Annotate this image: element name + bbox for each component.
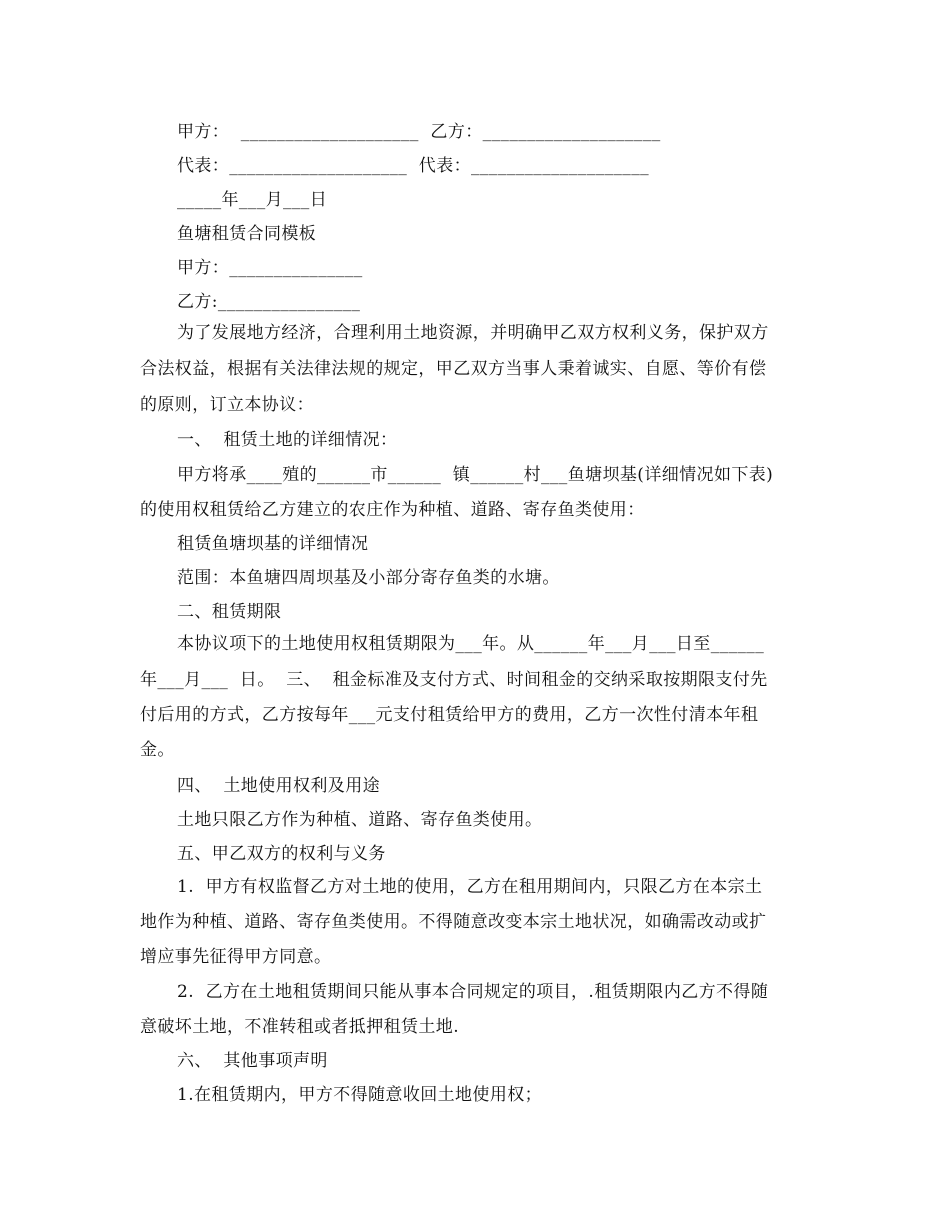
signature-party-line: 甲方： ____________________ 乙方：____________________ [177, 122, 661, 142]
paragraph-line: 金。 [140, 740, 175, 760]
paragraph-line: 租赁鱼塘坝基的详细情况 [177, 534, 369, 554]
paragraph-line: 甲方将承____殖的______市______ 镇______村___鱼塘坝基(详细情况如下表) [177, 465, 774, 485]
party-a-line: 甲方：_______________ [177, 258, 363, 278]
paragraph-line: 1. 甲方有权监督乙方对土地的使用，乙方在租用期间内，只限乙方在本宗土 [177, 877, 763, 897]
document-title: 鱼塘租赁合同模板 [177, 224, 317, 244]
paragraph-line: 增应事先征得甲方同意。 [140, 947, 332, 967]
section-heading: 二、租赁期限 [177, 602, 282, 622]
section-heading: 六、 其他事项声明 [177, 1051, 328, 1071]
paragraph-line: 地作为种植、道路、寄存鱼类使用。不得随意改变本宗土地状况，如确需改动或扩 [140, 912, 767, 932]
section-heading: 四、 土地使用权利及用途 [177, 776, 381, 796]
paragraph-line: 土地只限乙方作为种植、道路、寄存鱼类使用。 [177, 810, 543, 830]
paragraph-line: 年___月___ 日。 三、 租金标准及支付方式、时间租金的交纳采取按期限支付先 [140, 670, 768, 690]
paragraph-line: 的使用权租赁给乙方建立的农庄作为种植、道路、寄存鱼类使用： [140, 500, 645, 520]
party-b-line: 乙方:________________ [177, 292, 361, 312]
paragraph-line: 2. 乙方在土地租赁期间只能从事本合同规定的项目，.租赁期限内乙方不得随 [177, 982, 769, 1002]
paragraph-line: 1.在租赁期内，甲方不得随意收回土地使用权； [177, 1085, 543, 1105]
signature-date-line: _____年___月___日 [177, 190, 328, 210]
signature-representative-line: 代表：____________________ 代表：____________________ [177, 156, 650, 176]
paragraph-line: 本协议项下的土地使用权租赁期限为___年。从______年___月___日至______ [177, 634, 765, 654]
section-heading: 一、 租赁土地的详细情况： [177, 430, 398, 450]
paragraph-line: 付后用的方式，乙方按每年___元支付租赁给甲方的费用，乙方一次性付清本年租 [140, 705, 759, 725]
paragraph-line: 为了发展地方经济，合理利用土地资源，并明确甲乙双方权利义务，保护双方 [177, 323, 769, 343]
paragraph-line: 意破坏土地，不准转租或者抵押租赁土地. [140, 1017, 460, 1037]
paragraph-line: 范围：本鱼塘四周坝基及小部分寄存鱼类的水塘。 [177, 568, 560, 588]
section-heading: 五、甲乙双方的权利与义务 [177, 844, 386, 864]
paragraph-line: 合法权益，根据有关法律法规的规定，甲乙双方当事人秉着诚实、自愿、等价有偿 [140, 359, 767, 379]
paragraph-line: 的原则，订立本协议： [140, 395, 314, 415]
